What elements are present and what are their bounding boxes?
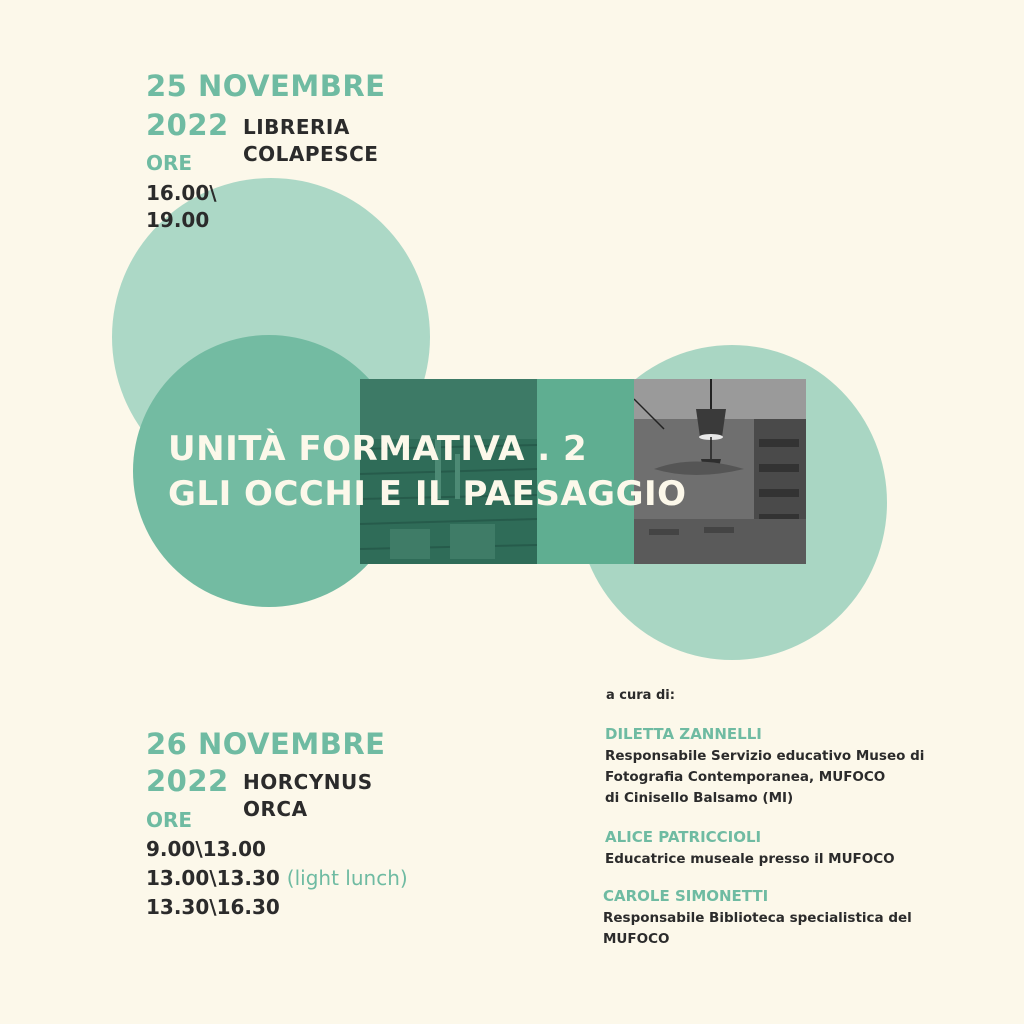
event2-place-line1: HORCYNUS	[243, 770, 373, 794]
curator-desc-line: Responsabile Biblioteca specialistica del	[603, 910, 912, 926]
event2-time-line2: 13.00\13.30	[146, 866, 280, 890]
curator-desc-line: Educatrice museale presso il MUFOCO	[605, 851, 895, 867]
curator-desc-line: Fotografia Contemporanea, MUFOCO	[605, 769, 886, 785]
curator-desc-line: MUFOCO	[603, 931, 670, 947]
event1-time-line2: 19.00	[146, 208, 210, 232]
curator-name: CAROLE SIMONETTI	[603, 887, 769, 905]
event2-date-day: 26 NOVEMBRE	[146, 727, 386, 761]
event1-time-line1: 16.00\	[146, 181, 217, 205]
event1-date-year: 2022	[146, 108, 229, 142]
curator-desc	[605, 849, 895, 870]
event2-date-year: 2022	[146, 764, 229, 798]
event1-place-line2: COLAPESCE	[243, 142, 379, 166]
curator-desc-line: Responsabile Servizio educativo Museo di	[605, 748, 925, 764]
title-line1: UNITÀ FORMATIVA . 2	[168, 429, 588, 469]
curator-name: ALICE PATRICCIOLI	[605, 828, 762, 846]
curator-desc-line: di Cinisello Balsamo (MI)	[605, 790, 794, 806]
event2-ore-label: ORE	[146, 808, 193, 832]
event1-date-day: 25 NOVEMBRE	[146, 69, 386, 103]
event2-place-line2: ORCA	[243, 797, 308, 821]
main-title	[168, 427, 687, 517]
title-line2: GLI OCCHI E IL PAESAGGIO	[168, 474, 687, 514]
event1-place-line1: LIBRERIA	[243, 115, 350, 139]
event2-time-line2-note: (light lunch)	[286, 866, 408, 890]
event2-time-line1: 9.00\13.00	[146, 837, 266, 861]
curators-label: a cura di:	[606, 688, 675, 703]
event2-time-line3: 13.30\16.30	[146, 895, 280, 919]
curator-desc	[603, 908, 912, 950]
curator-name: DILETTA ZANNELLI	[605, 725, 762, 743]
event2-time-line2-row	[146, 865, 408, 892]
curator-desc	[605, 746, 924, 809]
event1-ore-label: ORE	[146, 151, 193, 175]
